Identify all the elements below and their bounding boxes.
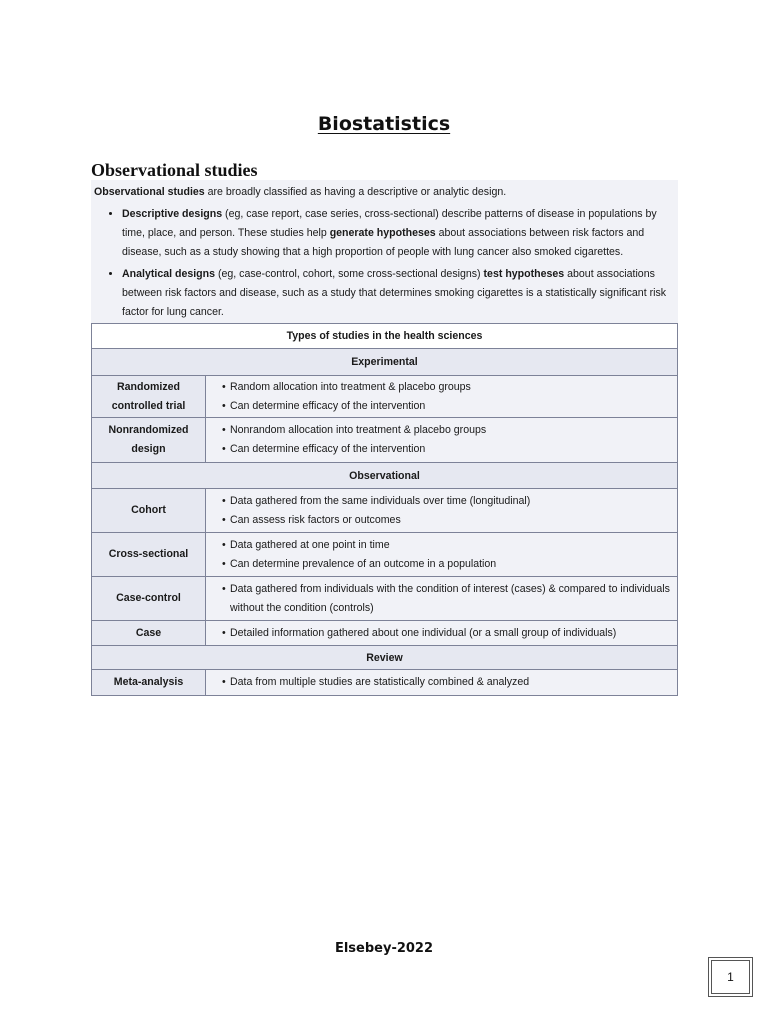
- description-list: [214, 673, 671, 692]
- intro-lead: [94, 183, 673, 202]
- intro-block: [91, 180, 678, 323]
- description-list: [214, 580, 671, 618]
- page-number-box: [708, 957, 753, 997]
- table-row: [92, 533, 678, 577]
- study-type-name: Nonrandomized design: [92, 418, 206, 463]
- group-row-review: [92, 646, 678, 670]
- list-item: • Data gathered from individuals with the condition of interest (cases) & compared to individuals without the condition (controls): [222, 580, 671, 618]
- bullet-term: Analytical designs: [122, 268, 216, 280]
- description-list: [214, 536, 671, 574]
- study-type-description: [206, 489, 678, 533]
- list-item: • Data from multiple studies are statistically combined & analyzed: [222, 673, 671, 692]
- table-title-row: [92, 324, 678, 349]
- study-type-name: Meta-analysis: [92, 670, 206, 696]
- study-type-description: [206, 418, 678, 463]
- footer-author: Elsebey-2022: [334, 941, 434, 956]
- group-row-experimental: [92, 349, 678, 376]
- list-item: • Can determine efficacy of the intervention: [222, 397, 671, 416]
- bullet-text: (eg, case-control, cohort, some cross-sectional designs): [215, 268, 484, 280]
- study-type-name: Randomized controlled trial: [92, 376, 206, 418]
- list-item: • Can determine prevalence of an outcome in a population: [222, 555, 671, 574]
- table-row: [92, 621, 678, 646]
- bullet-emphasis: test hypotheses: [483, 268, 565, 280]
- study-type-name: Case: [92, 621, 206, 646]
- intro-bullet-descriptive: [122, 205, 673, 262]
- bullet-term: Descriptive designs: [122, 208, 223, 220]
- table-row: [92, 376, 678, 418]
- bullet-text: (eg, case report, case series, cross-sectional) describe patterns of disease in populations by time, place, and person. These studies help: [122, 208, 657, 239]
- description-list: [214, 624, 671, 643]
- table-row: [92, 670, 678, 696]
- page-number: 1: [727, 970, 734, 984]
- list-item: • Detailed information gathered about one individual (or a small group of individuals): [222, 624, 671, 643]
- study-type-description: [206, 577, 678, 621]
- list-item: • Nonrandom allocation into treatment & placebo groups: [222, 421, 671, 440]
- list-item: • Can assess risk factors or outcomes: [222, 511, 671, 530]
- description-list: [214, 421, 671, 459]
- study-types-table: [91, 323, 678, 696]
- study-type-name: Cross-sectional: [92, 533, 206, 577]
- intro-lead-bold: Observational studies: [94, 186, 205, 198]
- list-item: • Random allocation into treatment & placebo groups: [222, 378, 671, 397]
- study-type-description: [206, 533, 678, 577]
- bullet-emphasis: generate hypotheses: [329, 227, 436, 239]
- study-type-name: Case-control: [92, 577, 206, 621]
- bullet-text: about associations between risk factors and disease, such as a study showing that a high proportion of people with lung cancer also smoked cigarettes.: [122, 227, 645, 258]
- table-row: [92, 489, 678, 533]
- group-label: Experimental: [92, 349, 678, 376]
- list-item: • Data gathered at one point in time: [222, 536, 671, 555]
- study-type-description: [206, 621, 678, 646]
- list-item: • Can determine efficacy of the intervention: [222, 440, 671, 459]
- page-title: Biostatistics: [317, 113, 451, 135]
- intro-lead-text: are broadly classified as having a descriptive or analytic design.: [204, 186, 507, 198]
- intro-bullet-analytical: [122, 265, 673, 322]
- table-row: [92, 577, 678, 621]
- group-row-observational: [92, 463, 678, 489]
- section-heading: Observational studies: [91, 160, 258, 180]
- description-list: [214, 378, 671, 416]
- study-type-description: [206, 376, 678, 418]
- table-row: [92, 418, 678, 463]
- list-item: • Data gathered from the same individuals over time (longitudinal): [222, 492, 671, 511]
- group-label: Review: [92, 646, 678, 670]
- group-label: Observational: [92, 463, 678, 489]
- intro-bullet-list: [94, 205, 673, 322]
- table-title: Types of studies in the health sciences: [92, 324, 678, 349]
- study-type-description: [206, 670, 678, 696]
- bullet-text: about associations between risk factors and disease, such as a study that determines smoking cigarettes is a statistically significant risk factor for lung cancer.: [122, 268, 667, 318]
- description-list: [214, 492, 671, 530]
- study-type-name: Cohort: [92, 489, 206, 533]
